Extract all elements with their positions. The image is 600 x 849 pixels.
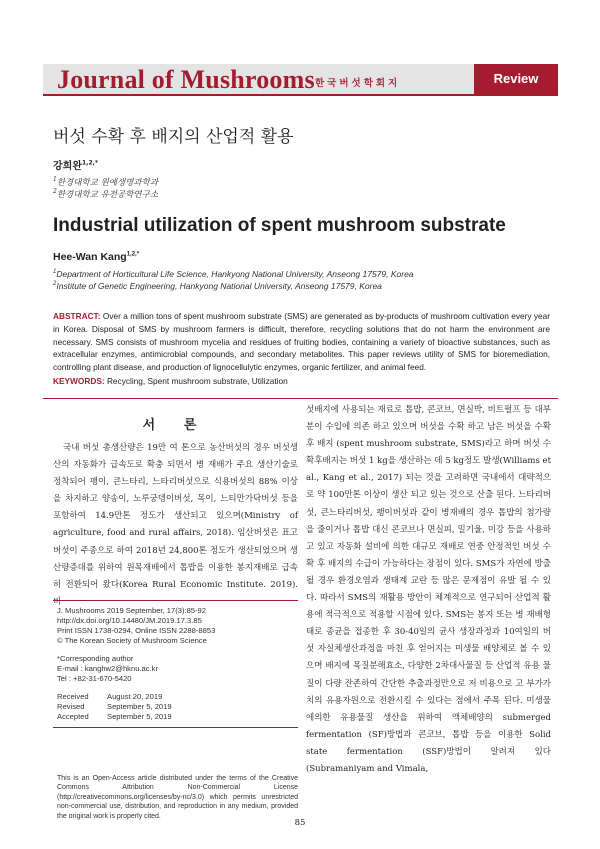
- affiliation-text: 한경대학교 원예생명과학과: [56, 178, 159, 188]
- affiliation-sup: 1: [53, 269, 57, 276]
- section-heading: 서 론: [142, 418, 209, 433]
- date-value: August 20, 2019: [107, 692, 163, 701]
- korean-title: 버섯 수확 후 배지의 산업적 활용: [53, 127, 294, 147]
- english-author-sup: 1,2,*: [126, 251, 140, 258]
- english-author-name: Hee-Wan Kang: [53, 251, 127, 263]
- received-date: [57, 692, 298, 702]
- keywords: [53, 376, 288, 386]
- date-label: Accepted: [57, 712, 89, 721]
- affiliation-text: Department of Horticultural Life Science, Hankyong National University, Anseong 17579, Korea: [56, 269, 414, 279]
- issn-line: Print ISSN 1738-0294, Online ISSN 2288-8853: [57, 626, 216, 635]
- affiliation-sup: 1: [53, 176, 57, 184]
- korean-affiliation-1: [53, 176, 158, 188]
- affiliation-sup: 2: [53, 188, 57, 196]
- abstract: [53, 310, 550, 374]
- affiliation-text: 한경대학교 유전공학연구소: [56, 190, 159, 200]
- body-text-right: 섯배지에 사용되는 재료로 톱밥, 콘코브, 면실박, 비트펄프 등 대부분이 수입에 의존 하고 있으며 버섯을 수확 하고 남은 버섯을 수확 후 배지 (spent mushroom substrate, SMS)라고 하며 버섯 수확후배지는 버섯 1 kg을 생산하는 데 5 kg정도 발생(Williams et al., Kang et al., 2017) 되는 것을 고려하면 국내에서 대략적으로 약 100만톤 이상이 생산 되고 있는 것으로 산출 된다. 느타리버섯, 큰느타리버섯, 팽이버섯과 같이 병재배의 경우 톱밥의 첨가량을 줄이거나 톱밥 대신 콘코브나 면실피, 밀기울, 미강 등을 사용하고 있고 자동화 설비에 의한 대규모 재배로 연중 안정적인 버섯 수확 후 배지의 수급이 가능하다는 장점이 있다. SMS가 자연에 방출 될 경우 환경오염과 생태계 교란 등 많은 문제점이 유발 될 수 있다. 따라서 SMS의 재활용 방안이 체계적으로 연구되어 산업적 활용에 적극적으로 적용할 시점에 있다. SMS는 봉지 또는 병 재배형태로 종균을 접종한 후 30-40일의 균사 생장과정과 10여일의 버섯 자실체생산과정을 마친 후 얻어지는 미생물 배양체로 볼 수 있으며 배지에 목질분해효소, 다양한 2차대사물질 등 산업적 유용 물질이 다량 잔존하여 간단한 추출과정만으로 저 비용으로 고 부가가치의 유용자원으로 전환시킬 수 있다는 점에서 주목 된다. 미생물에의한 유용물질 생산을 위하여 액체배양의 submerged fermentation (SF)방법과 콘코브, 톱밥 등을 이용한 Solid state fermentation (SSF)방법이 알려져 있다(Subramaniyam and Vimala,: [306, 405, 551, 774]
- corresponding-label: *Corresponding author: [57, 654, 134, 663]
- korean-author-name: 강희완: [53, 161, 82, 172]
- english-author: [53, 251, 139, 263]
- date-label: Received: [57, 692, 89, 701]
- phone-line: Tel : +82-31-670-5420: [57, 674, 132, 683]
- english-affiliation-2: [53, 281, 382, 291]
- korean-affiliation-2: [53, 188, 158, 200]
- korean-author-sup: 1,2,*: [81, 159, 99, 167]
- journal-title: Journal of Mushrooms: [57, 65, 315, 94]
- email-link[interactable]: E-mail : kanghw2@hknu.ac.kr: [57, 664, 158, 673]
- body-text-left: 국내 버섯 총생산량은 19만 여 톤으로 농산버섯의 경우 버섯생산의 자동화가 급속도로 확충 되면서 병 재배가 주요 생산기술로 정착되어 팽이, 큰느타리, 느타리버섯으로 식용버섯의 88% 이상을 차지하고 양송이, 노루궁뎅이버섯, 목이, 느티만가닥버섯 등을 포함하여 14.9만톤 정도가 생산되고 있으며(Ministry of agriculture, food and rural affairs, 2018). 임산버섯은 표고버섯이 주종으로 하여 2018년 24,800톤 정도가 생산되었으며 생산량증대를 위하여 원목재배에서 톱밥을 이용한 봉지재배로 급속히 전환되어 왔다(Korea Rural Economic Institute. 2019). 버: [53, 443, 298, 607]
- citation-line: J. Mushrooms 2019 September, 17(3):85-92: [57, 606, 207, 615]
- affiliation-text: Institute of Genetic Engineering, Hankyong National University, Anseong 17579, Korea: [56, 281, 382, 291]
- accepted-date: [57, 712, 298, 722]
- english-affiliation-1: [53, 269, 414, 279]
- copyright-line: © The Korean Society of Mushroom Science: [57, 636, 207, 645]
- date-value: September 5, 2019: [107, 702, 172, 711]
- date-label: Revised: [57, 702, 85, 711]
- open-access-notice: This is an Open-Access article distributed under the terms of the Creative Commons Attribution Non-Commercial License (http://creativecommons.org/licenses/by-nc/3.0) which permits unrestricted non-commercial use, distribution, and reproduction in any medium, provided the original work is properly cited.: [57, 775, 298, 820]
- abstract-label: ABSTRACT:: [53, 311, 101, 321]
- revised-date: [57, 702, 298, 712]
- keywords-label: KEYWORDS:: [53, 376, 105, 386]
- english-title: Industrial utilization of spent mushroom substrate: [53, 215, 506, 236]
- page-number: 85: [294, 818, 306, 828]
- section-divider: [43, 398, 558, 399]
- doi-link[interactable]: http://dx.doi.org/10.14480/JM.2019.17.3.85: [57, 616, 202, 625]
- affiliation-sup: 2: [53, 281, 57, 288]
- journal-korean-title: 한국버섯학회지: [315, 78, 401, 89]
- abstract-text: Over a million tons of spent mushroom substrate (SMS) are generated as by-products of mushroom cultivation every year in Korea. Disposal of SMS by mushroom farmers is difficult, therefore, recycling solutions that do not harm the environment are necessary. SMS consists of mushroom mycelia and residues of fruiting bodies, containing a variety of bioactive substances, such as extracellular enzymes, antimicrobial compounds, and secondary metabolites. This paper reviews utility of SMS for bioremediation, controlling plant disease, and production of lignocellulytic enzymes, organic fertilizer, and animal feed.: [53, 311, 551, 373]
- article-info-box: [53, 600, 298, 728]
- article-type-badge: Review: [474, 64, 558, 94]
- keywords-text: Recycling, Spent mushroom substrate, Utilization: [106, 376, 288, 386]
- korean-author: [53, 157, 98, 172]
- journal-header: [43, 64, 558, 96]
- date-value: September 5, 2019: [107, 712, 172, 721]
